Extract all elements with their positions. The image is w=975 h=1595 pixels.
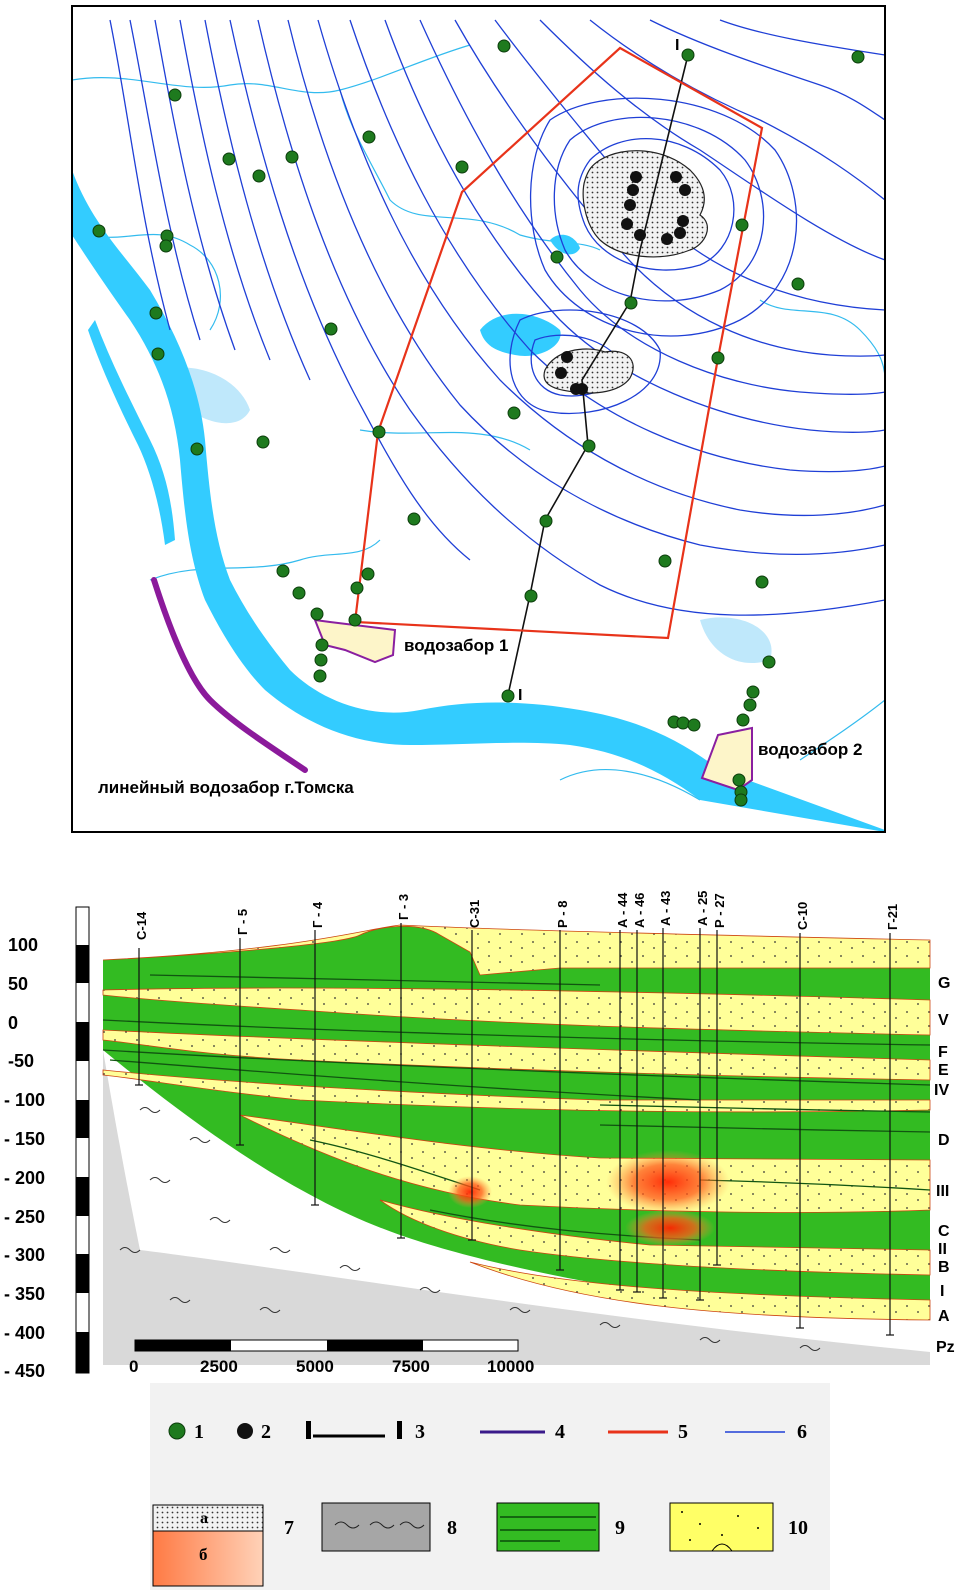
- geological-section: [0, 860, 975, 1380]
- horizon-labels: [934, 975, 955, 1356]
- section-start-label: I: [675, 37, 680, 54]
- well-name: Г - 3: [396, 893, 411, 920]
- depth-label: - 150: [4, 1129, 46, 1149]
- horizon-label: B: [938, 1259, 950, 1276]
- scale-label: 10000: [487, 1357, 535, 1376]
- well-name: А - 25: [695, 890, 710, 926]
- legend-number: 9: [615, 1517, 625, 1539]
- legend: [0, 1380, 975, 1595]
- horizon-label: II: [938, 1241, 947, 1258]
- legend-basement-icon: [322, 1503, 430, 1551]
- horizon-label: I: [940, 1283, 945, 1300]
- depth-label: - 250: [4, 1207, 46, 1227]
- depth-label: - 300: [4, 1245, 46, 1265]
- legend-clay-icon: [497, 1503, 599, 1551]
- legend-number: 1: [194, 1421, 204, 1443]
- well-name: Г - 5: [235, 908, 250, 935]
- scale-label: 0: [129, 1357, 139, 1376]
- anomaly-a43: [606, 1150, 730, 1214]
- well-name: А - 46: [632, 892, 647, 928]
- legend-sub-b: б: [199, 1545, 208, 1564]
- well-name: Р - 8: [555, 900, 570, 928]
- depth-label: 50: [8, 974, 29, 994]
- horizon-label: D: [938, 1132, 950, 1149]
- horizon-label: A: [938, 1308, 950, 1325]
- legend-sub-a: а: [200, 1510, 208, 1527]
- horizon-label: Pz: [936, 1339, 955, 1356]
- depth-label: - 100: [4, 1090, 46, 1110]
- well-name: Г-21: [885, 903, 900, 930]
- legend-number: 8: [447, 1517, 457, 1539]
- legend-number: 6: [797, 1421, 807, 1443]
- scale-label: 7500: [392, 1357, 430, 1376]
- horizon-label: G: [938, 975, 951, 992]
- well-name: А - 44: [615, 892, 630, 928]
- legend-number: 7: [284, 1517, 294, 1539]
- well-name: Р - 27: [712, 893, 727, 928]
- anomaly-a43-lower: [625, 1210, 715, 1246]
- horizon-label: F: [938, 1044, 948, 1061]
- depth-label: - 400: [4, 1323, 46, 1343]
- depth-label: - 350: [4, 1284, 46, 1304]
- legend-sand-icon: [670, 1503, 773, 1551]
- legend-number: 3: [415, 1421, 425, 1443]
- well-name: С-10: [795, 901, 810, 930]
- depth-labels: [4, 935, 45, 1380]
- linear-intake-label: линейный водозабор г.Томска: [98, 778, 354, 797]
- section-end-label: I: [518, 687, 523, 704]
- horizon-label: IV: [934, 1082, 950, 1099]
- legend-number: 2: [261, 1421, 271, 1443]
- legend-depression-anomaly-icon: [153, 1505, 263, 1586]
- horizon-label: III: [936, 1183, 950, 1200]
- horizon-label: V: [938, 1012, 949, 1029]
- depth-label: 100: [8, 935, 39, 955]
- legend-number: 5: [678, 1421, 688, 1443]
- scale-label: 2500: [200, 1357, 238, 1376]
- depth-label: 0: [8, 1013, 19, 1033]
- intake-1-label: водозабор 1: [404, 636, 509, 655]
- depth-label: -50: [8, 1051, 35, 1071]
- legend-number: 10: [788, 1517, 808, 1539]
- legend-observation-well-icon: [169, 1423, 185, 1439]
- well-name: Г - 4: [310, 901, 325, 928]
- intake-2-label: водозабор 2: [758, 740, 863, 759]
- horizontal-scale-bar: [135, 1340, 518, 1351]
- legend-number: 4: [555, 1421, 565, 1443]
- scale-label: 5000: [296, 1357, 334, 1376]
- horizon-label: C: [938, 1223, 950, 1240]
- legend-production-well-icon: [237, 1423, 253, 1439]
- depth-label: - 200: [4, 1168, 46, 1188]
- depth-scale-bar: [76, 907, 89, 1373]
- depth-label: - 450: [4, 1361, 46, 1380]
- horizon-label: E: [938, 1062, 949, 1079]
- well-name: С-31: [467, 899, 482, 928]
- anomaly-c31: [448, 1176, 492, 1208]
- well-name: А - 43: [658, 890, 673, 926]
- well-name: С-14: [134, 911, 149, 940]
